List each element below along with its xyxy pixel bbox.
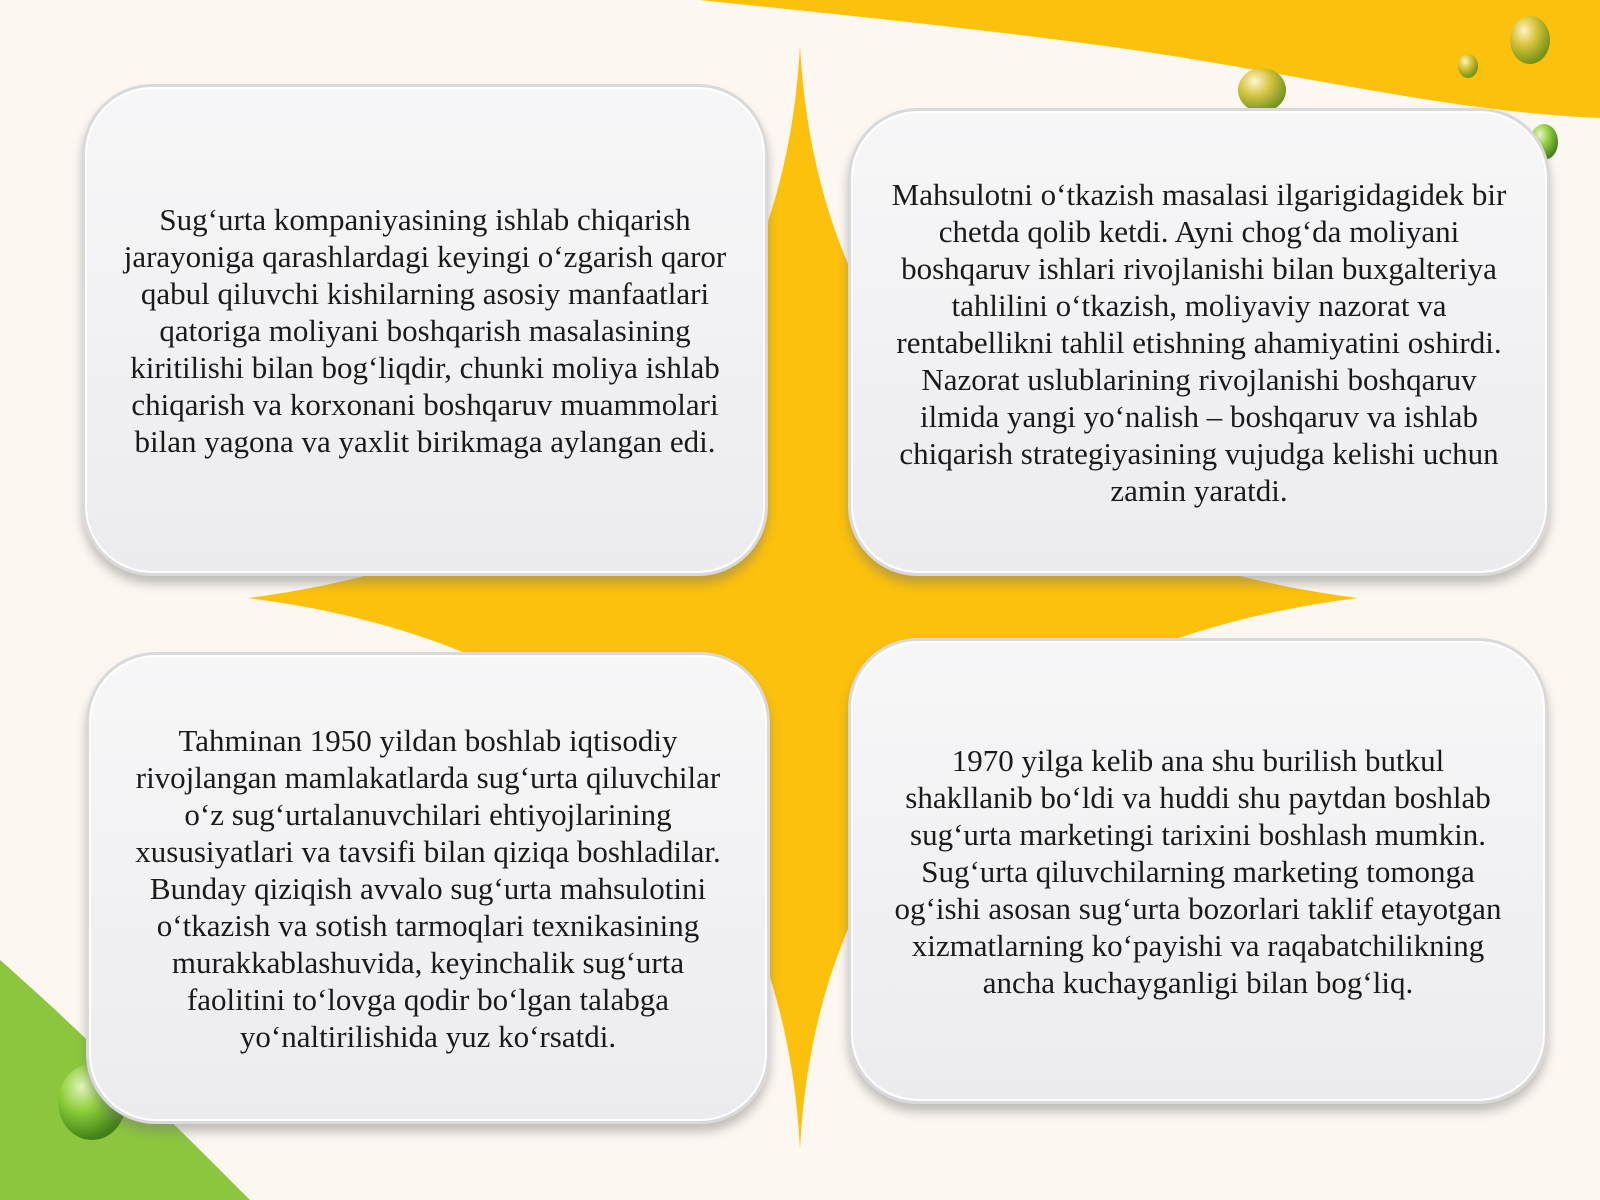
card-text: Mahsulotni o‘tkazish masalasi ilgarigidagidek bir chetda qolib ketdi. Ayni chog‘da moliyani boshqaruv ishlari rivojlanishi bilan buxgalteriya tahlilini o‘tkazish, moliyaviy nazorat va rentabellikni tahlil etishning ahamiyatini oshirdi. Nazorat uslublarining rivojlanishi boshqaruv ilmida yangi yo‘nalish – boshqaruv va ishlab chiqarish strategiyasining vujudga kelishi uchun zamin yaratdi. — [891, 176, 1507, 508]
water-drop-icon — [1238, 68, 1286, 112]
water-drop-icon — [1458, 54, 1478, 78]
text-card-bottom-left — [86, 652, 770, 1124]
text-card-top-right — [848, 108, 1550, 576]
card-text: Tahminan 1950 yildan boshlab iqtisodiy rivojlangan mamlakatlarda sug‘urta qiluvchilar o‘z sug‘urtalanuvchilari ehtiyojlarining xususiyatlari va tavsifi bilan qiziqa boshladilar. Bunday qiziqish avvalo sug‘urta mahsulotini o‘tkazish va sotish tarmoqlari texnikasining murakkablashuvida, keyinchalik sug‘urta faolitini to‘lovga qodir bo‘lgan talabga yo‘naltirilishida yuz ko‘rsatdi. — [135, 722, 721, 1054]
card-text: Sug‘urta kompaniyasining ishlab chiqarish jarayoniga qarashlardagi keyingi o‘zgarish qaror qabul qiluvchi kishilarning asosiy manfaatlari qatoriga moliyani boshqarish masalasining kiritilishi bilan bog‘liqdir, chunki moliya ishlab chiqarish va korxonani boshqaruv muammolari bilan yagona va yaxlit birikmaga aylangan edi. — [123, 201, 727, 459]
card-text: 1970 yilga kelib ana shu burilish butkul shakllanib bo‘ldi va huddi shu paytdan boshlab sug‘urta marketingi tarixini boshlash mumkin. Sug‘urta qiluvchilarning marketing tomonga og‘ishi asosan sug‘urta bozorlari taklif etayotgan xizmatlarning ko‘payishi va raqabatchilikning ancha kuchayganligi bilan bog‘liq. — [894, 742, 1502, 1000]
text-card-top-left — [82, 84, 768, 576]
text-card-bottom-right — [848, 638, 1548, 1104]
water-drop-icon — [1510, 16, 1550, 64]
